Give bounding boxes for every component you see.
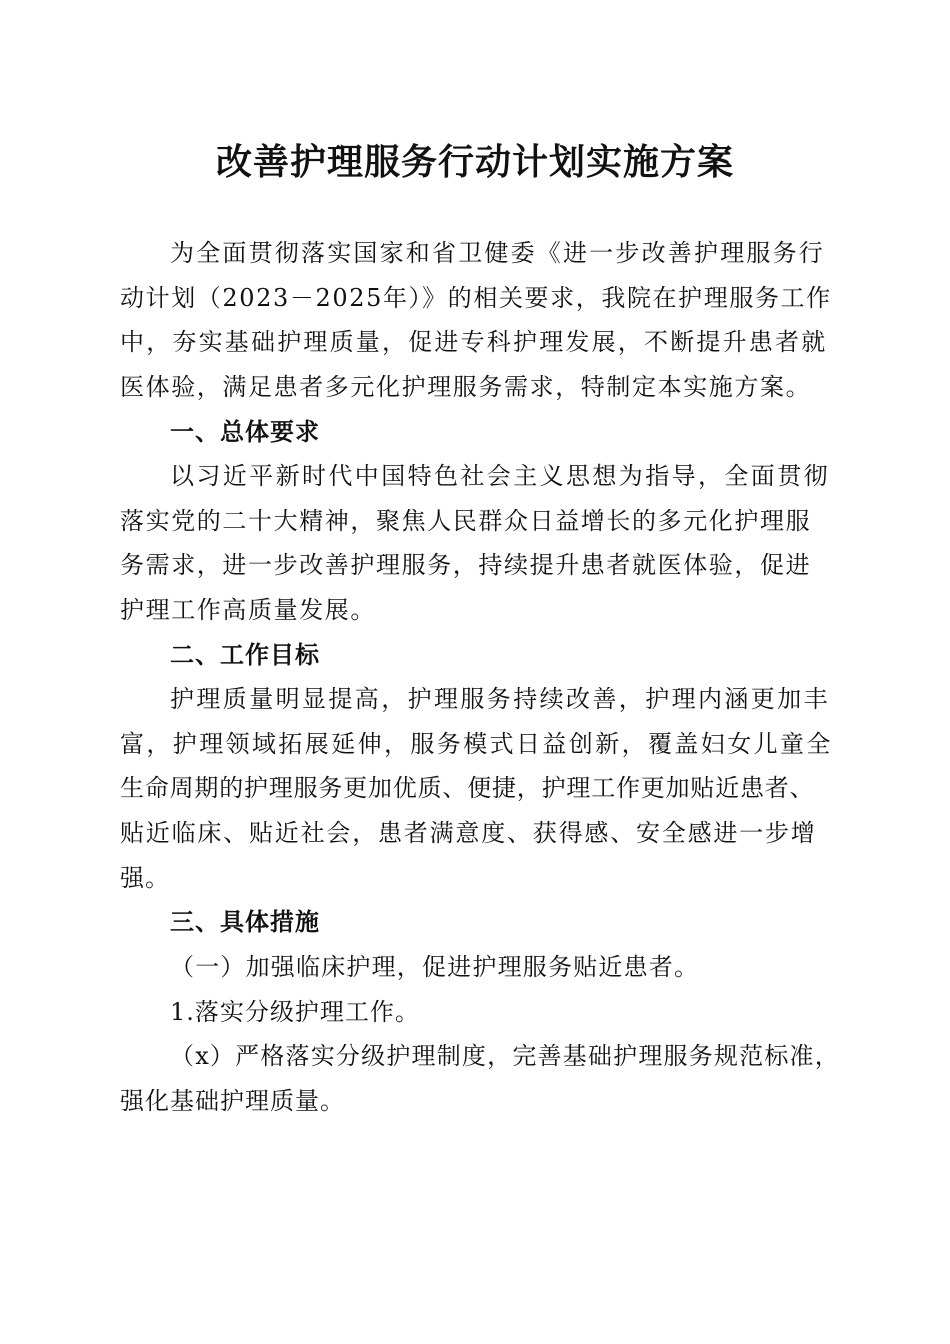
section-heading: 二、工作目标 (170, 641, 320, 669)
paragraph-line: 为全面贯彻落实国家和省卫健委《进一步改善护理服务行 (170, 239, 825, 267)
document-title: 改善护理服务行动计划实施方案 (215, 141, 734, 183)
section-heading: 三、具体措施 (170, 908, 320, 936)
paragraph-line: （x）严格落实分级护理制度，完善基础护理服务规范标准， (170, 1042, 840, 1070)
paragraph-line: 以习近平新时代中国特色社会主义思想为指导，全面贯彻 (170, 462, 830, 490)
paragraph-line: 贴近临床、贴近社会，患者满意度、获得感、安全感进一步增 (120, 819, 817, 847)
paragraph-line: 护理质量明显提高，护理服务持续改善，护理内涵更加丰 (170, 685, 830, 713)
paragraph-line: 落实党的二十大精神，聚焦人民群众日益增长的多元化护理服 (120, 507, 812, 535)
section-heading: 一、总体要求 (170, 418, 320, 446)
paragraph-line: 护理工作高质量发展。 (120, 596, 376, 624)
paragraph-line: 生命周期的护理服务更加优质、便捷，护理工作更加贴近患者、 (120, 774, 815, 802)
subsection-heading: （一）加强临床护理，促进护理服务贴近患者。 (170, 953, 700, 981)
paragraph-line: 富，护理领域拓展延伸，服务模式日益创新，覆盖妇女儿童全 (120, 730, 833, 758)
numbered-item: 1.落实分级护理工作。 (170, 998, 420, 1026)
paragraph-line: 强。 (120, 864, 170, 892)
paragraph-line: 中，夯实基础护理质量，促进专科护理发展，不断提升患者就 (120, 328, 828, 356)
paragraph-line: 医体验，满足患者多元化护理服务需求，特制定本实施方案。 (120, 373, 812, 401)
paragraph-line: 强化基础护理质量。 (120, 1087, 345, 1115)
paragraph-line: 务需求，进一步改善护理服务，持续提升患者就医体验，促进 (120, 551, 812, 579)
paragraph-line: 动计划（2023－2025年）》的相关要求，我院在护理服务工作 (120, 284, 832, 312)
